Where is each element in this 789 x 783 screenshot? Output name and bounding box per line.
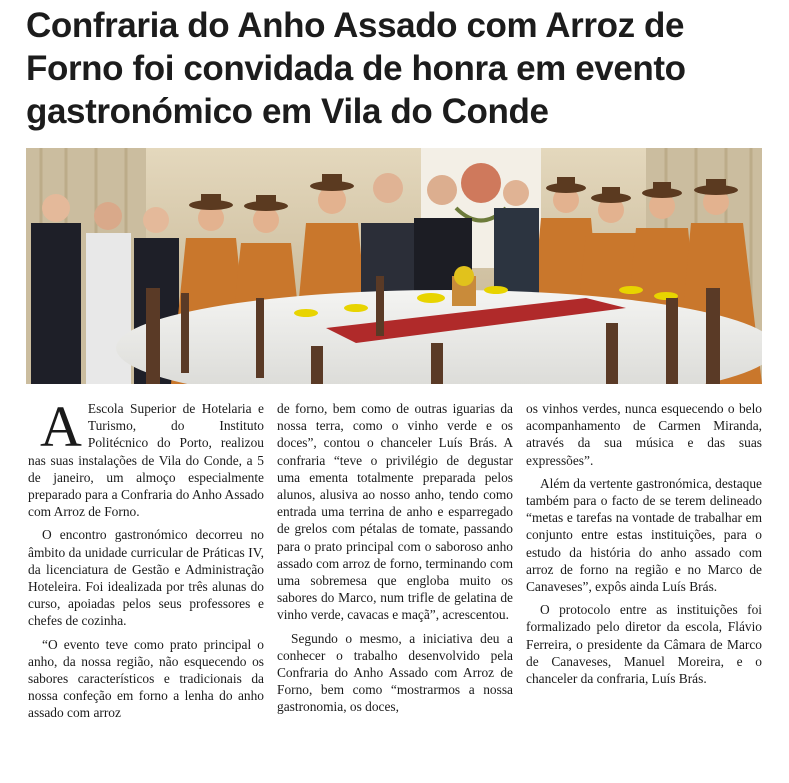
group-photo-illustration (26, 148, 762, 384)
paragraph (28, 394, 264, 520)
paragraph: Além da vertente gastronómica, destaque também para o facto de se terem delineado “metas e tarefas na vontade de trabalhar em conjunto entre estas instituições, para o estudo da história do anho assado com arroz de forno na região e no Marco de Canaveses”, expôs ainda Luís Brás. (526, 475, 762, 595)
column-2 (277, 400, 513, 780)
paragraph: de forno, bem como de outras iguarias da nossa terra, como o vinho verde e os doces”, contou o chanceler Luís Brás. A confraria “teve o privilégio de degustar uma ementa totalmente preparada pelos alunos, alusiva ao nosso anho, tendo como entrada uma terrina de anho e esparregado de grelos com pétalas de tomate, passando para o prato principal com o saboroso anho assado com arroz de forno, terminando com uma sobremesa que engloba muito os sabores do Marco, num trifle de gelatina de vinho verde, cavacas e maçã”, acrescentou. (277, 401, 513, 623)
paragraph: Segundo o mesmo, a iniciativa deu a conhecer o trabalho desenvolvido pela Confraria do Anho Assado com Arroz de Forno, bem como “mostrarmos a nossa gastronomia, os doces, (277, 630, 513, 715)
drop-cap: A (40, 394, 82, 459)
paragraph: os vinhos verdes, nunca esquecendo o belo acompanhamento de Carmen Miranda, através da sua música e das suas expressões”. (526, 401, 762, 468)
column-1 (28, 394, 264, 780)
paragraph-text: Escola Superior de Hotelaria e Turismo, do Instituto Politécnico do Porto, realizou nas suas instalações de Vila do Conde, a 5 de janeiro, um almoço especialmente preparado para a Confraria do Anho Assado com Arroz de Forno. (28, 401, 264, 520)
article-headline: Confraria do Anho Assado com Arroz de Forno foi convidada de honra em evento gastronómico em Vila do Conde (26, 6, 686, 131)
paragraph: O protocolo entre as instituições foi formalizado pelo diretor da escola, Flávio Ferreira, o presidente da Câmara de Marco de Canaveses, Manuel Moreira, e o chanceler da confraria, Luís Brás. (526, 602, 762, 687)
paragraph: O encontro gastronómico decorreu no âmbito da unidade curricular de Práticas IV, da licenciatura de Gestão e Administração Hoteleira. Foi idealizada por três alunas do curso, apoiadas pelos seus professores e chefes de cozinha. (28, 527, 264, 629)
column-3 (526, 400, 762, 780)
article-photo (26, 148, 762, 384)
paragraph: “O evento teve como prato principal o anho, da nossa região, não esquecendo os sabores característicos e tradicionais da nossa confeção em forno a lenha do anho assado com arroz (28, 636, 264, 721)
article-body (28, 394, 762, 780)
